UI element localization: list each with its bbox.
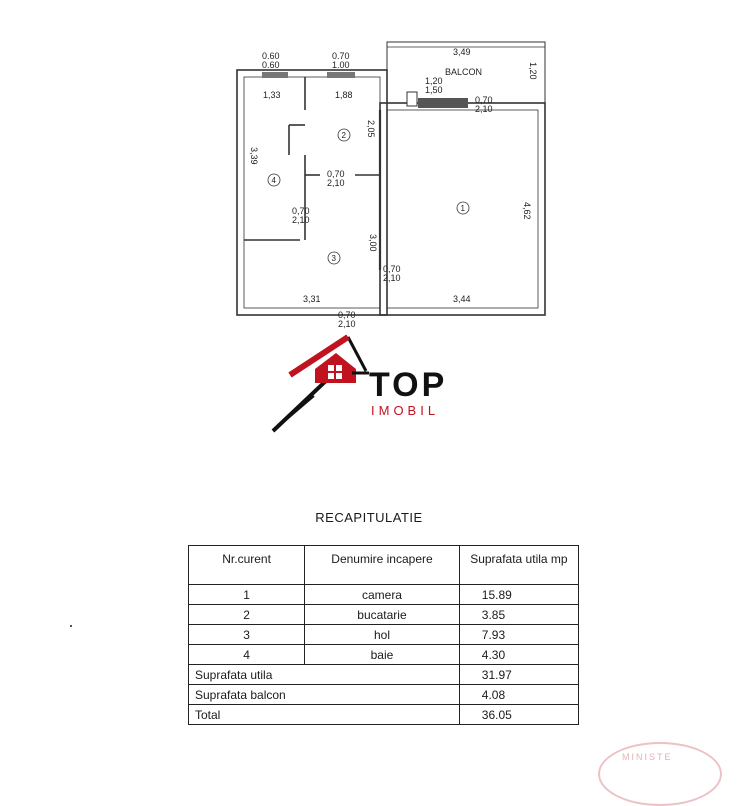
dim-bottom-right: 3,44	[453, 294, 471, 304]
dim-balcony-width: 3,49	[453, 47, 471, 57]
total-label: Suprafata utila	[189, 665, 460, 685]
total-row	[189, 665, 579, 685]
dim-door-mid-b: 2,10	[327, 178, 345, 188]
total-label: Total	[189, 705, 460, 725]
dim-door-mid: 0,70	[327, 169, 345, 179]
stamp	[598, 742, 722, 806]
table-header-row	[189, 546, 579, 585]
row-area: 7.93	[459, 625, 578, 645]
plan-dimensions	[249, 47, 538, 329]
window-balcony	[418, 98, 468, 108]
header-name: Denumire incapere	[305, 546, 460, 585]
dim-bath-height: 3,39	[249, 147, 259, 165]
logo-window-1	[328, 365, 334, 371]
room-4-number: 4	[271, 176, 276, 185]
wall-pier	[407, 92, 417, 106]
dim-entry-door-b: 2,10	[338, 319, 356, 329]
row-name: bucatarie	[305, 605, 460, 625]
row-area: 15.89	[459, 585, 578, 605]
row-name: baie	[305, 645, 460, 665]
table-row	[189, 585, 579, 605]
room-2-number: 2	[341, 131, 346, 140]
total-row	[189, 705, 579, 725]
dim-top-mid: 1,88	[335, 90, 353, 100]
logo-sub-text: IMOBIL	[371, 403, 440, 418]
row-area: 3.85	[459, 605, 578, 625]
row-nr: 2	[189, 605, 305, 625]
total-row	[189, 685, 579, 705]
stray-mark	[70, 625, 72, 627]
dim-window-2b: 1.00	[332, 60, 350, 70]
logo-brand-text: TOP	[369, 366, 448, 404]
table-row	[189, 605, 579, 625]
dim-top-left: 1,33	[263, 90, 281, 100]
dim-window-1: 0.60	[262, 51, 280, 61]
dim-balcony-depth: 1,20	[528, 62, 538, 80]
dim-bottom-left: 3,31	[303, 294, 321, 304]
left-block-inner	[244, 77, 380, 308]
floor-plan	[0, 0, 738, 340]
dim-door-bath: 0,70	[292, 206, 310, 216]
dim-door-right: 0,70	[475, 95, 493, 105]
dim-window-2: 0.70	[332, 51, 350, 61]
dim-room-height: 4,62	[522, 202, 532, 220]
window-2	[327, 72, 355, 78]
table-row	[189, 625, 579, 645]
table-row	[189, 645, 579, 665]
logo-window-2	[336, 365, 342, 371]
header-area: Suprafata utila mp	[459, 546, 578, 585]
dim-balcony-door: 1,20	[425, 76, 443, 86]
row-area: 4.30	[459, 645, 578, 665]
row-name: camera	[305, 585, 460, 605]
row-nr: 1	[189, 585, 305, 605]
total-value: 4.08	[459, 685, 578, 705]
dim-window-1b: 0.60	[262, 60, 280, 70]
dim-door-right-b: 2,10	[475, 104, 493, 114]
balcony-label: BALCON	[445, 67, 483, 77]
room-3-number: 3	[331, 254, 336, 263]
dim-door-room: 0,70	[383, 264, 401, 274]
header-nr: Nr.curent	[189, 546, 305, 585]
logo-window-3	[328, 373, 334, 379]
room-1-number: 1	[460, 204, 465, 213]
recap-title: RECAPITULATIE	[315, 510, 423, 525]
stamp-text: MINISTE	[622, 752, 673, 762]
row-nr: 3	[189, 625, 305, 645]
dim-balcony-door-b: 1,50	[425, 85, 443, 95]
dim-door-room-b: 2,10	[383, 273, 401, 283]
dim-door-bath-b: 2,10	[292, 215, 310, 225]
total-value: 36.05	[459, 705, 578, 725]
total-label: Suprafata balcon	[189, 685, 460, 705]
logo-swoosh-tip	[273, 396, 314, 431]
row-nr: 4	[189, 645, 305, 665]
window-1	[262, 72, 288, 78]
logo-window-4	[336, 373, 342, 379]
left-block-outline	[237, 70, 387, 315]
dim-hall-height: 3,00	[368, 234, 378, 252]
dim-kitchen-height: 2,05	[366, 120, 376, 138]
total-value: 31.97	[459, 665, 578, 685]
dim-entry-door: 0,70	[338, 310, 356, 320]
row-name: hol	[305, 625, 460, 645]
recap-table	[188, 545, 579, 725]
